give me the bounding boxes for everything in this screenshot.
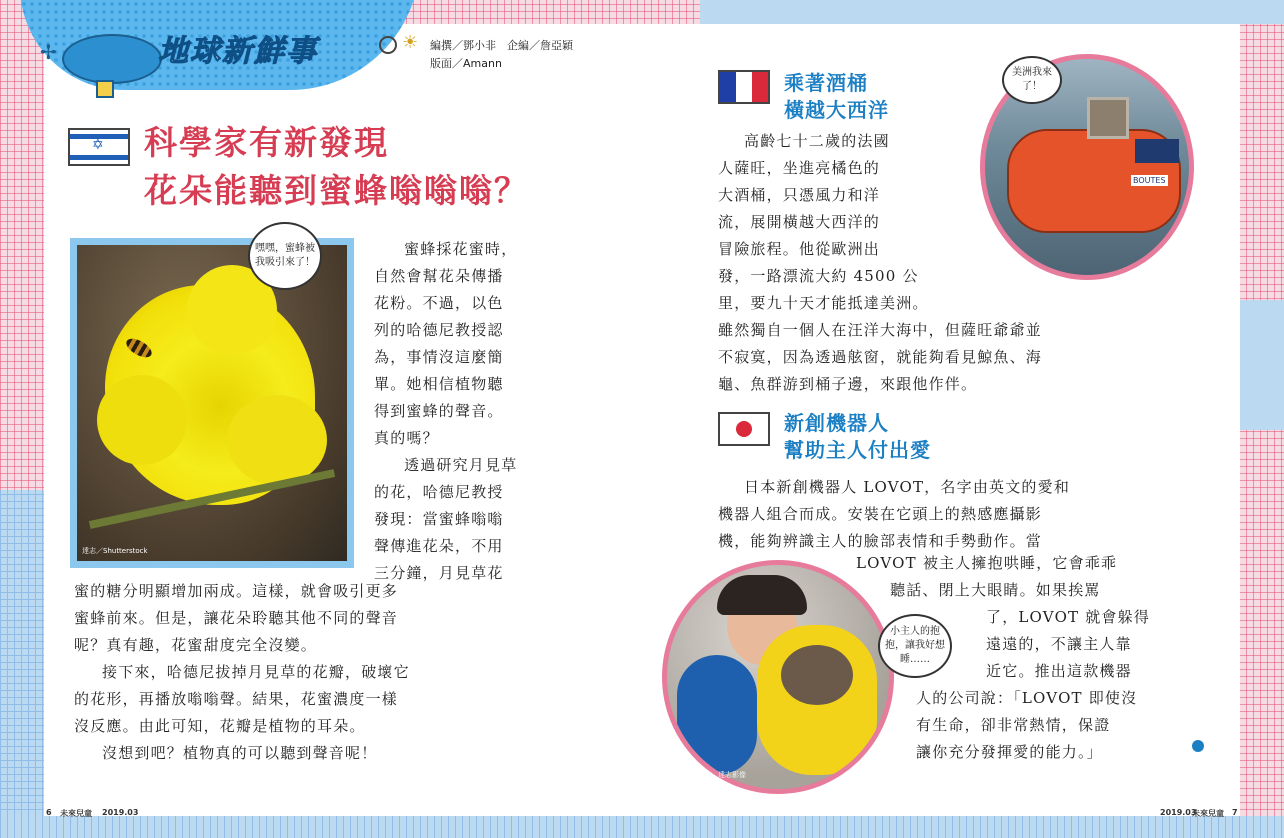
col-line-2: 花粉。不過，以色	[374, 294, 504, 312]
full-line-5: 沒反應。由此可知，花瓣是植物的耳朵。	[74, 717, 366, 735]
blue-band-left-mid	[0, 490, 44, 838]
article1-title-line1: 科學家有新發現	[144, 123, 389, 162]
col-line-0: 蜜蜂採花蜜時，	[404, 240, 518, 258]
article2-full	[718, 290, 1218, 398]
article3-title-line2: 幫助主人付出愛	[784, 438, 931, 462]
globe-icon	[379, 36, 397, 54]
col-line-10: 發現：當蜜蜂嗡嗡	[374, 510, 504, 528]
a3-ind-0: LOVOT 被主人擁抱哄睡，它會乖乖	[856, 554, 1118, 572]
japan-flag	[718, 412, 770, 446]
article2-column	[718, 128, 970, 290]
col-line-5: 單。她相信植物聽	[374, 375, 504, 393]
blue-band-bottom	[0, 816, 1284, 838]
article2-title-line1: 乘著酒桶	[784, 71, 868, 95]
a2-line-0: 高齡七十二歲的法國	[744, 132, 890, 150]
left-date: 2019.03	[102, 808, 139, 817]
basket-icon	[96, 80, 114, 98]
col-line-3: 列的哈德尼教授認	[374, 321, 504, 339]
credit-line-2: 版面／Amann	[430, 57, 502, 70]
a3-ind-4: 近它。推出這款機器	[986, 662, 1132, 680]
star-of-david-icon: ✡	[92, 137, 104, 153]
article3-full	[718, 474, 1218, 555]
end-mark-icon	[1192, 740, 1204, 752]
a3-ind-2: 了，LOVOT 就會躲得	[986, 608, 1151, 626]
a2-line-2: 大酒桶，只憑風力和洋	[718, 186, 881, 204]
lightbulb-icon: ☀	[402, 32, 419, 53]
right-magazine-name: 未來兒童	[1192, 809, 1224, 818]
a2-line-3: 流，展開橫越大西洋的	[718, 213, 881, 231]
full-line-0: 蜜的糖分明顯增加兩成。這樣，就會吸引更多	[74, 582, 399, 600]
a2-full-1: 雖然獨自一個人在汪洋大海中，但薩旺爺爺並	[718, 321, 1043, 339]
article2-title-line2: 橫越大西洋	[784, 98, 889, 122]
a3-ind-3: 遠遠的，不讓主人靠	[986, 635, 1132, 653]
article3-title-line1: 新創機器人	[784, 411, 889, 435]
col-line-7: 真的嗎？	[374, 429, 439, 447]
col-line-4: 為，事情沒這麼簡	[374, 348, 504, 366]
section-title: 地球新鮮事	[158, 34, 318, 69]
a2-full-0: 里，要九十天才能抵達美洲。	[718, 294, 929, 312]
flower-photo	[77, 245, 347, 561]
a2-line-5: 發，一路漂流大約 4500 公	[718, 267, 919, 285]
barrel-sign: BOUTES	[1133, 176, 1166, 185]
article1-column	[374, 236, 580, 587]
col-line-12: 三分鐘，月見草花	[374, 564, 504, 582]
right-page-number: 7	[1232, 808, 1238, 817]
left-magazine-name: 未來兒童	[60, 809, 92, 818]
barrel-speech-bubble: 美洲我來了！	[1002, 56, 1062, 104]
a3-ind-6: 有生命，卻非常熱情，保證	[916, 716, 1111, 734]
a3-ind-5: 人的公司說：「LOVOT 即使沒	[916, 689, 1138, 707]
robot-photo-credit: 達志影像	[718, 771, 746, 779]
full-line-4: 的花形，再播放嗡嗡聲。結果，花蜜濃度一樣	[74, 690, 399, 708]
blue-band-right-mid	[1240, 300, 1284, 430]
a3-full-0: 日本新創機器人 LOVOT，名字由英文的愛和	[744, 478, 1071, 496]
a2-full-2: 不寂寞，因為透過舷窗，就能夠看見鯨魚、海	[718, 348, 1043, 366]
robot-speech-bubble: 小主人的抱抱，讓我好想睡……	[878, 614, 952, 678]
a2-line-1: 人薩旺，坐進亮橘色的	[718, 159, 881, 177]
flower-photo-credit: 達志／Shutterstock	[82, 547, 148, 555]
col-line-11: 聲傳進花朵，不用	[374, 537, 504, 555]
flower-speech-bubble: 嘿嘿，蜜蜂被我吸引來了！	[248, 222, 322, 290]
blue-band-right-top	[700, 0, 1284, 24]
col-line-6: 得到蜜蜂的聲音。	[374, 402, 504, 420]
full-line-3: 接下來，哈德尼拔掉月見草的花瓣，破壞它	[102, 663, 410, 681]
credit-line-1: 編撰／鄧小非 企編／詹亞穎	[430, 39, 573, 52]
a3-full-1: 機器人組合而成。安裝在它頭上的熱感應攝影	[718, 505, 1043, 523]
a3-ind-1: 聽話、閉上大眼睛。如果挨罵	[890, 581, 1101, 599]
a3-full-2: 機，能夠辨識主人的臉部表情和手勢動作。當	[718, 532, 1043, 550]
barrel-photo-credit: 達志影像	[1146, 263, 1174, 271]
left-page-number: 6	[46, 808, 52, 817]
france-flag	[718, 70, 770, 104]
full-line-2: 呢？真有趣，花蜜甜度完全沒變。	[74, 636, 318, 654]
col-line-8: 透過研究月見草	[404, 456, 518, 474]
a2-full-3: 龜、魚群游到桶子邊，來跟他作伴。	[718, 375, 978, 393]
full-line-1: 蜜蜂前來。但是，讓花朵聆聽其他不同的聲音	[74, 609, 399, 627]
right-date: 2019.03	[1160, 808, 1197, 817]
balloon-icon	[62, 34, 162, 84]
article1-full	[74, 578, 584, 767]
a2-line-4: 冒險旅程。他從歐洲出	[718, 240, 881, 258]
col-line-1: 自然會幫花朵傳播	[374, 267, 504, 285]
israel-flag	[68, 128, 130, 166]
article1-title-line2: 花朵能聽到蜜蜂嗡嗡嗡？	[144, 171, 529, 210]
col-line-9: 的花，哈德尼教授	[374, 483, 504, 501]
full-line-6: 沒想到吧？植物真的可以聽到聲音呢！	[102, 744, 378, 762]
propeller-icon: ✢	[40, 40, 57, 64]
a3-ind-7: 讓你充分發揮愛的能力。」	[916, 743, 1103, 761]
article3-indent	[856, 550, 1218, 766]
